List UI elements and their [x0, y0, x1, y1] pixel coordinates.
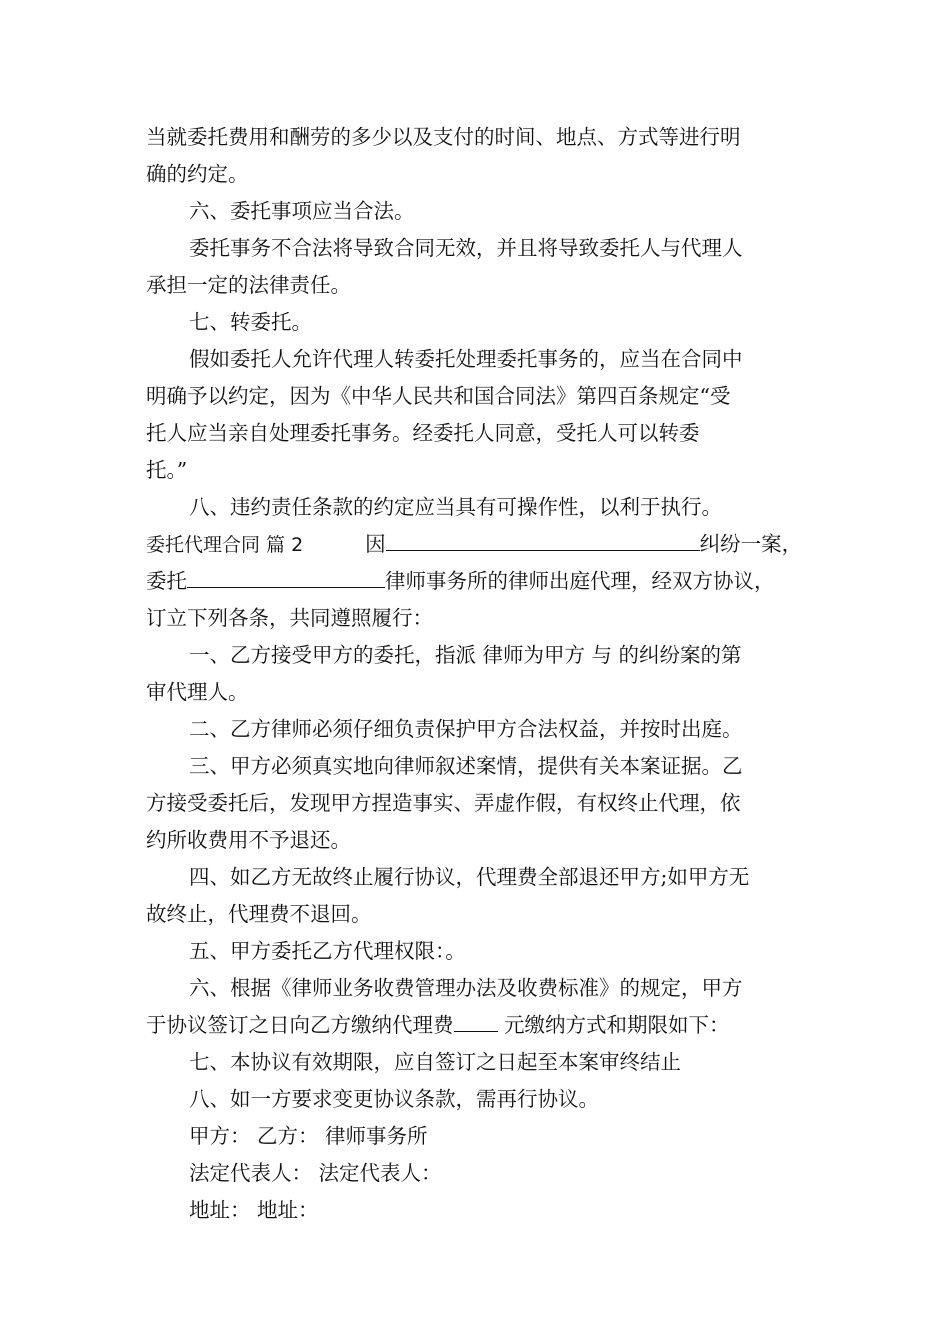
paragraph-line: 托人应当亲自处理委托事务。经委托人同意，受托人可以转委 [146, 421, 700, 445]
fee-label: 于协议签订之日向乙方缴纳代理费 [146, 1013, 454, 1037]
paragraph-line: 托。” [146, 458, 188, 482]
clause-3: 三、甲方必须真实地向律师叙述案情，提供有关本案证据。乙 [189, 754, 743, 778]
signature-representatives: 法定代表人： 法定代表人： [189, 1161, 442, 1185]
section-7-title: 七、转委托。 [189, 310, 312, 334]
clause-7: 七、本协议有效期限，应自签订之日起至本案审终结止 [189, 1050, 681, 1074]
fee-line [146, 1011, 806, 1039]
paragraph-line: 承担一定的法律责任。 [146, 273, 351, 297]
paragraph-line: 故终止，代理费不退回。 [146, 902, 372, 926]
fee-blank [454, 1011, 498, 1032]
paragraph-line: 明确予以约定，因为《中华人民共和国合同法》第四百条规定“受 [146, 384, 731, 408]
section-8-title: 八、违约责任条款的约定应当具有可操作性，以利于执行。 [189, 495, 722, 519]
paragraph-line: 委托事务不合法将导致合同无效，并且将导致委托人与代理人 [189, 236, 743, 260]
contract-heading-line [146, 530, 806, 559]
entrust-label: 委托 [146, 569, 187, 593]
entrust-text: 律师事务所的律师出庭代理，经双方协议， [385, 569, 775, 593]
clause-1: 一、乙方接受甲方的委托，指派 律师为甲方 与 的纠纷案的第 [189, 643, 742, 667]
cause-label: 因 [365, 532, 386, 556]
fee-text: 元缴纳方式和期限如下： [497, 1013, 730, 1037]
law-firm-blank [187, 567, 385, 588]
entrust-line [146, 567, 806, 595]
clause-2: 二、乙方律师必须仔细负责保护甲方合法权益，并按时出庭。 [189, 717, 743, 741]
paragraph-line: 方接受委托后，发现甲方捏造事实、弄虚作假，有权终止代理，依 [146, 791, 741, 815]
clause-6: 六、根据《律师业务收费管理办法及收费标准》的规定，甲方 [189, 976, 743, 1000]
paragraph-line: 当就委托费用和酬劳的多少以及支付的时间、地点、方式等进行明 [146, 125, 741, 149]
paragraph-line: 审代理人。 [146, 680, 249, 704]
clause-8: 八、如一方要求变更协议条款，需再行协议。 [189, 1087, 599, 1111]
paragraph-line: 确的约定。 [146, 162, 249, 186]
paragraph-line: 假如委托人允许代理人转委托处理委托事务的，应当在合同中 [189, 347, 743, 371]
clause-5: 五、甲方委托乙方代理权限：。 [189, 939, 466, 963]
contract-heading: 委托代理合同 篇 2 [146, 534, 304, 556]
dispute-label: 纠纷一案， [699, 532, 803, 556]
signature-addresses: 地址： 地址： [189, 1198, 319, 1222]
paragraph-line: 约所收费用不予退还。 [146, 828, 351, 852]
section-6-title: 六、委托事项应当合法。 [189, 199, 415, 223]
signature-parties: 甲方： 乙方： 律师事务所 [189, 1124, 428, 1148]
paragraph-line: 订立下列各条，共同遵照履行： [146, 606, 433, 630]
clause-4: 四、如乙方无故终止履行协议，代理费全部退还甲方;如甲方无 [189, 865, 750, 889]
dispute-blank [386, 530, 700, 551]
